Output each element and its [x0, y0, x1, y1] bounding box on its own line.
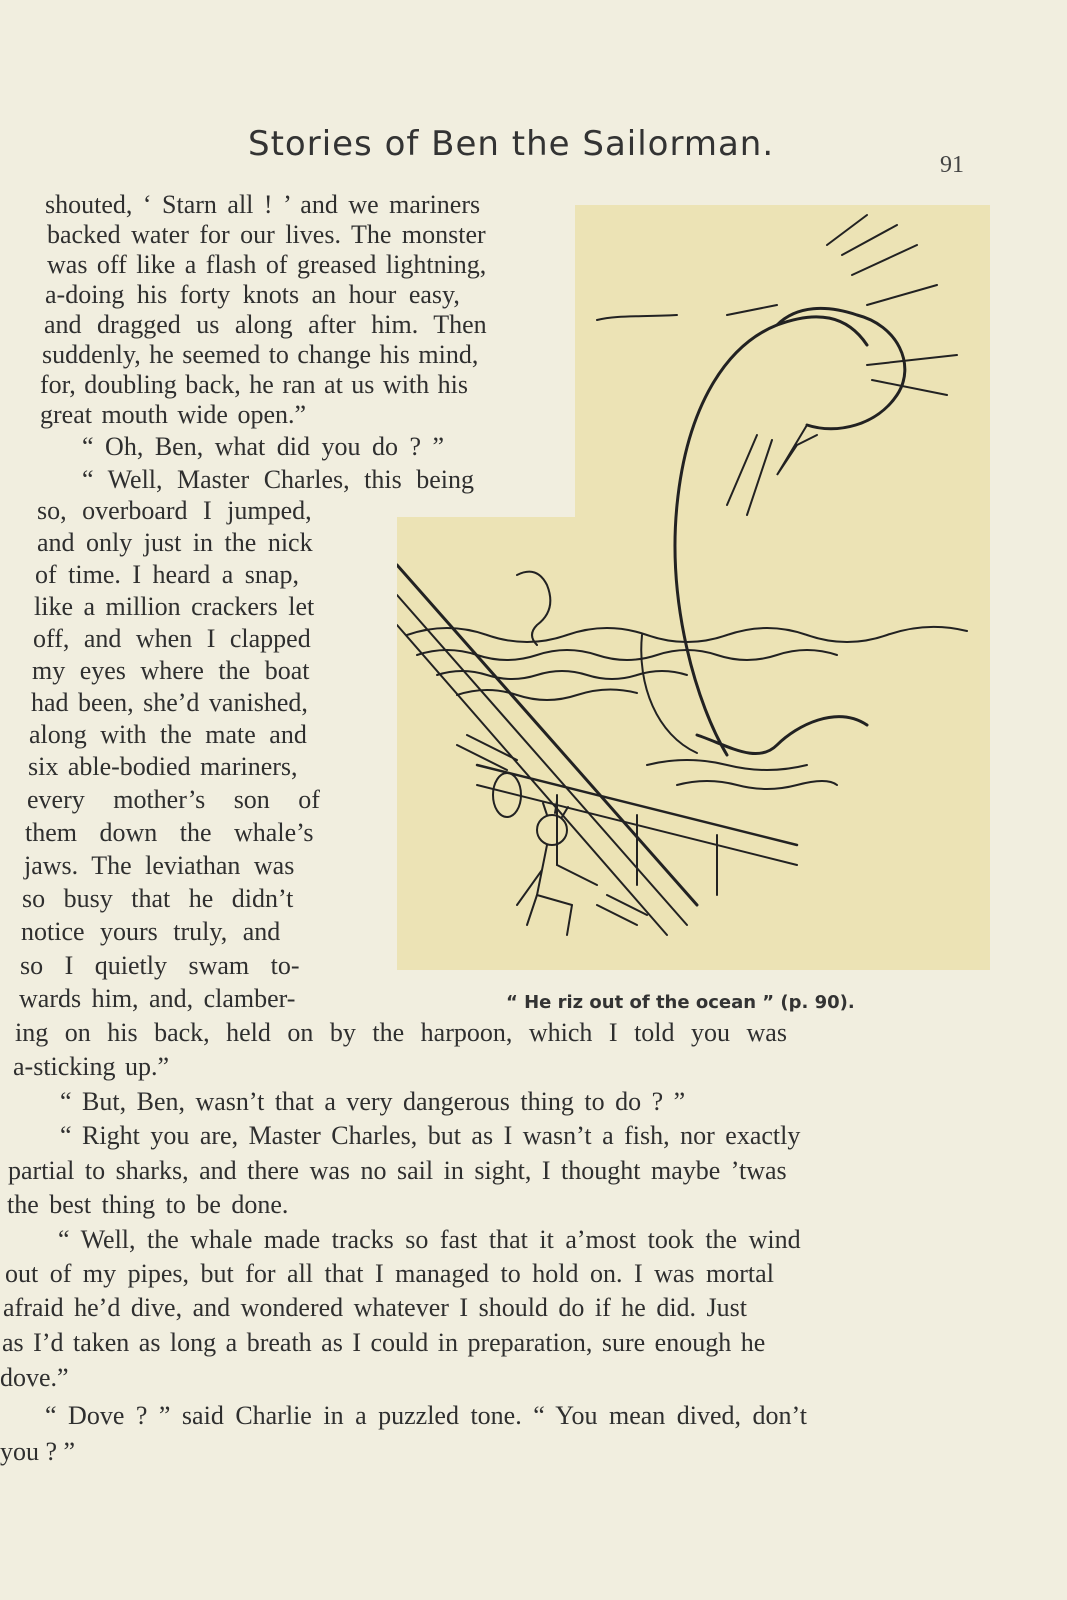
- text-line: and only just in the nick: [37, 528, 313, 557]
- text-line: “ Dove ? ” said Charlie in a puzzled tone. “ You mean dived, don’t: [45, 1401, 807, 1430]
- text-line: shouted, ‘ Starn all ! ’ and we mariners: [45, 190, 481, 219]
- text-line: afraid he’d dive, and wondered whatever I should do if he did. Just: [3, 1293, 748, 1322]
- text-line: out of my pipes, but for all that I managed to hold on. I was mortal: [5, 1259, 774, 1288]
- text-line: partial to sharks, and there was no sail in sight, I thought maybe ’twas: [8, 1156, 787, 1185]
- text-line: for, doubling back, he ran at us with his: [40, 370, 468, 399]
- running-title: Stories of Ben the Sailorman.: [248, 124, 775, 164]
- text-line: great mouth wide open.”: [40, 400, 307, 429]
- text-line: “ Well, Master Charles, this being: [82, 465, 474, 494]
- text-line: so I quietly swam to-: [20, 951, 300, 980]
- text-line: the best thing to be done.: [7, 1190, 289, 1219]
- text-line: of time. I heard a snap,: [35, 560, 299, 589]
- text-line: “ Well, the whale made tracks so fast that it a’most took the wind: [58, 1225, 801, 1254]
- text-line: had been, she’d vanished,: [31, 688, 308, 717]
- page-number: 91: [940, 152, 964, 178]
- text-line: you ? ”: [0, 1437, 76, 1466]
- text-line: dove.”: [0, 1363, 69, 1392]
- text-line: ing on his back, held on by the harpoon, which I told you was: [15, 1018, 787, 1047]
- text-line: backed water for our lives. The monster: [47, 220, 486, 249]
- text-line: every mother’s son of: [27, 785, 320, 814]
- text-line: “ Oh, Ben, what did you do ? ”: [82, 432, 445, 461]
- text-line: wards him, and, clamber-: [19, 984, 296, 1013]
- text-line: a-doing his forty knots an hour easy,: [45, 280, 460, 309]
- text-line: jaws. The leviathan was: [24, 851, 295, 880]
- text-line: along with the mate and: [29, 720, 307, 749]
- text-line: notice yours truly, and: [21, 917, 281, 946]
- text-line: suddenly, he seemed to change his mind,: [42, 340, 479, 369]
- text-line: them down the whale’s: [25, 818, 314, 847]
- text-line: and dragged us along after him. Then: [44, 310, 487, 339]
- text-line: “ But, Ben, wasn’t that a very dangerous thing to do ? ”: [60, 1087, 686, 1116]
- text-line: my eyes where the boat: [32, 656, 310, 685]
- text-line: off, and when I clapped: [33, 624, 311, 653]
- text-line: was off like a flash of greased lightning,: [47, 250, 487, 279]
- text-line: so busy that he didn’t: [22, 884, 294, 913]
- text-line: so, overboard I jumped,: [37, 496, 312, 525]
- text-line: six able-bodied mariners,: [28, 752, 298, 781]
- text-line: as I’d taken as long a breath as I could in preparation, sure enough he: [2, 1328, 766, 1357]
- illustration-caption: “ He riz out of the ocean ” (p. 90).: [506, 992, 855, 1013]
- text-line: a-sticking up.”: [13, 1052, 170, 1081]
- text-line: like a million crackers let: [34, 592, 315, 621]
- text-line: “ Right you are, Master Charles, but as I wasn’t a fish, nor exactly: [60, 1121, 801, 1150]
